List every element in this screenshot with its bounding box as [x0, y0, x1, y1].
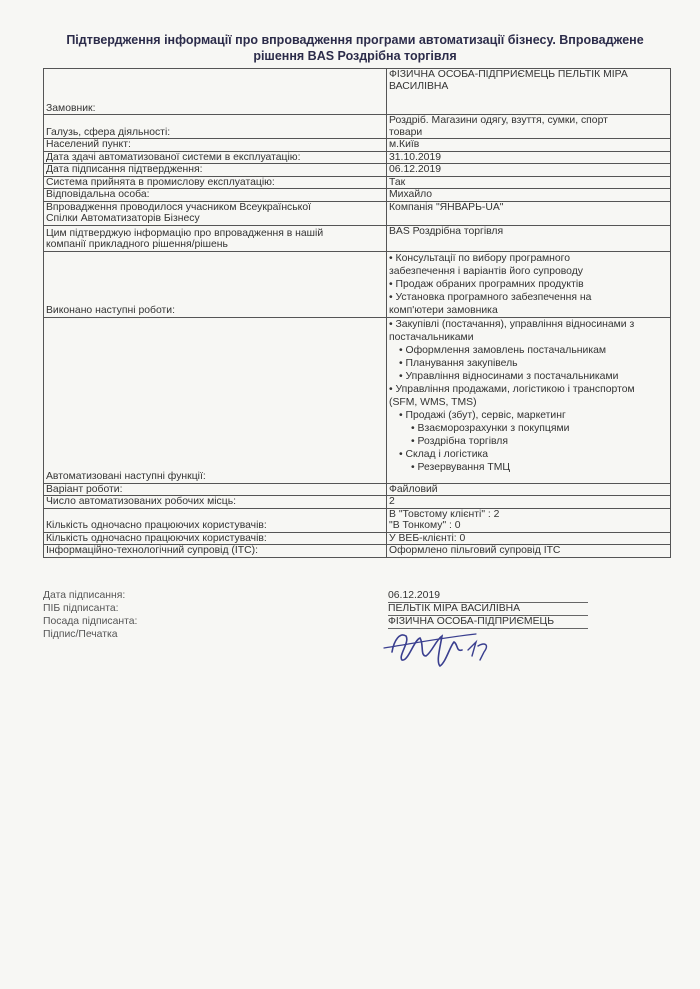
function-item: • Планування закупівель	[399, 357, 518, 369]
table-row	[44, 225, 671, 251]
field-label-text: Відповідальна особа:	[46, 189, 150, 200]
sign-name-value: ПЕЛЬТІК МІРА ВАСИЛІВНА	[388, 603, 588, 616]
field-value-line: У ВЕБ-клієнті: 0	[389, 532, 466, 544]
field-label-line: компанії прикладного рішення/рішень	[46, 239, 228, 250]
field-label	[44, 164, 387, 177]
table-row	[44, 139, 671, 152]
table-row	[44, 115, 671, 139]
sign-date-value: 06.12.2019	[388, 590, 588, 603]
table-row	[44, 176, 671, 189]
field-value	[387, 545, 671, 558]
field-label-line: Спілки Автоматизаторів Бізнесу	[46, 213, 200, 224]
field-value-line: м.Київ	[389, 139, 420, 150]
field-value	[387, 164, 671, 177]
function-item: • Роздрібна торгівля	[411, 435, 508, 447]
handwritten-signature	[380, 622, 510, 670]
field-value	[387, 225, 671, 251]
table-row	[44, 508, 671, 532]
field-label	[44, 115, 387, 139]
signature-block	[43, 590, 670, 642]
field-value	[387, 115, 671, 139]
field-label-text: Кількість одночасно працюючих користувачів:	[46, 520, 267, 531]
field-value-line: ФІЗИЧНА ОСОБА-ПІДПРИЄМЕЦЬ ПЕЛЬТІК МІРА	[389, 69, 628, 80]
field-value	[387, 508, 671, 532]
field-value-line: 2	[389, 496, 395, 507]
function-item: постачальниками	[389, 331, 474, 343]
field-value-line: Оформлено пільговий супровід ІТС	[389, 545, 561, 556]
field-label-line: Впровадження проводилося учасником Всеукраїнської	[46, 201, 311, 213]
field-label	[44, 483, 387, 496]
field-label-text: Інформаційно-технологічний супровід (ІТС):	[46, 545, 258, 556]
field-label	[44, 201, 387, 225]
field-label	[44, 189, 387, 202]
sign-date-row	[43, 590, 670, 603]
table-row	[44, 151, 671, 164]
table-row	[44, 201, 671, 225]
field-label	[44, 139, 387, 152]
sign-name-label: ПІБ підписанта:	[43, 603, 119, 614]
field-label-line: Цим підтверджую інформацію про впровадження в нашій	[46, 227, 324, 239]
sign-stamp-label: Підпис/Печатка	[43, 629, 118, 640]
sign-date-label: Дата підписання:	[43, 590, 126, 601]
field-label	[44, 545, 387, 558]
field-label	[44, 151, 387, 164]
function-item: • Закупівлі (постачання), управління відносинами з	[389, 318, 635, 330]
field-label-text: Дата здачі автоматизованої системи в експлуатацію:	[46, 151, 301, 163]
field-label-text: Число автоматизованих робочих місць:	[46, 496, 237, 507]
field-label-text: Система прийнята в промислову експлуатацію:	[46, 176, 275, 188]
field-label-text: Дата підписання підтвердження:	[46, 164, 203, 175]
field-value-line: Так	[389, 176, 406, 188]
table-row	[44, 532, 671, 545]
functions-label	[44, 317, 387, 483]
info-table	[43, 68, 671, 558]
works-item: • Продаж обраних програмних продуктів	[389, 278, 584, 290]
works-item: • Установка програмного забезпечення на	[389, 291, 592, 303]
field-value	[387, 201, 671, 225]
field-value-line: 31.10.2019	[389, 151, 442, 163]
field-value-line: ВАСИЛІВНА	[389, 80, 449, 92]
table-row	[44, 69, 671, 115]
field-value-line: Компанія "ЯНВАРЬ-UA"	[389, 201, 504, 213]
functions-list	[387, 317, 671, 483]
document-title: Підтвердження інформації про впровадження програми автоматизації бізнесу. Впроваджене рішення BAS Роздрібна торгівля	[66, 33, 644, 63]
field-label	[44, 176, 387, 189]
table-row-works	[44, 251, 671, 317]
function-item: • Продажі (збут), сервіс, маркетинг	[399, 409, 566, 421]
sign-position-value: ФІЗИЧНА ОСОБА-ПІДПРИЄМЕЦЬ	[388, 616, 588, 629]
works-item: комп'ютери замовника	[389, 304, 498, 316]
works-label	[44, 251, 387, 317]
field-label	[44, 225, 387, 251]
field-value	[387, 139, 671, 152]
sign-position-label: Посада підписанта:	[43, 616, 138, 627]
field-value	[387, 532, 671, 545]
table-row	[44, 164, 671, 177]
field-value-line: Файловий	[389, 483, 438, 495]
function-item: • Склад і логістика	[399, 448, 489, 460]
field-label-text: Варіант роботи:	[46, 483, 123, 495]
sign-stamp-row	[43, 629, 670, 642]
function-item: • Оформлення замовлень постачальникам	[399, 344, 607, 356]
field-label	[44, 496, 387, 509]
field-label-text: Замовник:	[46, 102, 96, 114]
works-list	[387, 251, 671, 317]
field-value-line: Михайло	[389, 189, 433, 200]
function-item: (SFM, WMS, TMS)	[389, 396, 477, 408]
works-item: забезпечення і варіантів його супроводу	[389, 265, 583, 277]
function-item: • Управління продажами, логістикою і транспортом	[389, 383, 635, 395]
field-value	[387, 69, 671, 115]
field-label	[44, 532, 387, 545]
field-label-text: Галузь, сфера діяльності:	[46, 126, 171, 138]
field-value-line: 06.12.2019	[389, 164, 442, 175]
field-label	[44, 69, 387, 115]
sign-name-row	[43, 603, 670, 616]
works-item: • Консультації по вибору програмного	[389, 252, 570, 264]
sign-position-row	[43, 616, 670, 629]
field-value	[387, 496, 671, 509]
function-item: • Резервування ТМЦ	[411, 461, 511, 473]
table-row	[44, 483, 671, 496]
field-value	[387, 189, 671, 202]
table-row	[44, 545, 671, 558]
table-row	[44, 496, 671, 509]
function-item: • Управління відносинами з постачальниками	[399, 370, 619, 382]
functions-label-text: Автоматизовані наступні функції:	[46, 471, 206, 482]
works-label-text: Виконано наступні роботи:	[46, 305, 175, 316]
field-value	[387, 176, 671, 189]
table-row-functions	[44, 317, 671, 483]
field-value-line: "В Тонкому" : 0	[389, 520, 461, 531]
field-value-line: Роздріб. Магазини одягу, взуття, сумки, спорт	[389, 115, 608, 126]
field-label-text: Кількість одночасно працюючих користувачів:	[46, 532, 267, 544]
field-label	[44, 508, 387, 532]
table-row	[44, 189, 671, 202]
field-value	[387, 483, 671, 496]
field-value-line: товари	[389, 126, 423, 138]
field-value-line: BAS Роздрібна торгівля	[389, 225, 504, 237]
field-value-line: В "Товстому клієнті" : 2	[389, 508, 500, 520]
field-label-text: Населений пункт:	[46, 139, 131, 150]
function-item: • Взаєморозрахунки з покупцями	[411, 422, 570, 434]
field-value	[387, 151, 671, 164]
